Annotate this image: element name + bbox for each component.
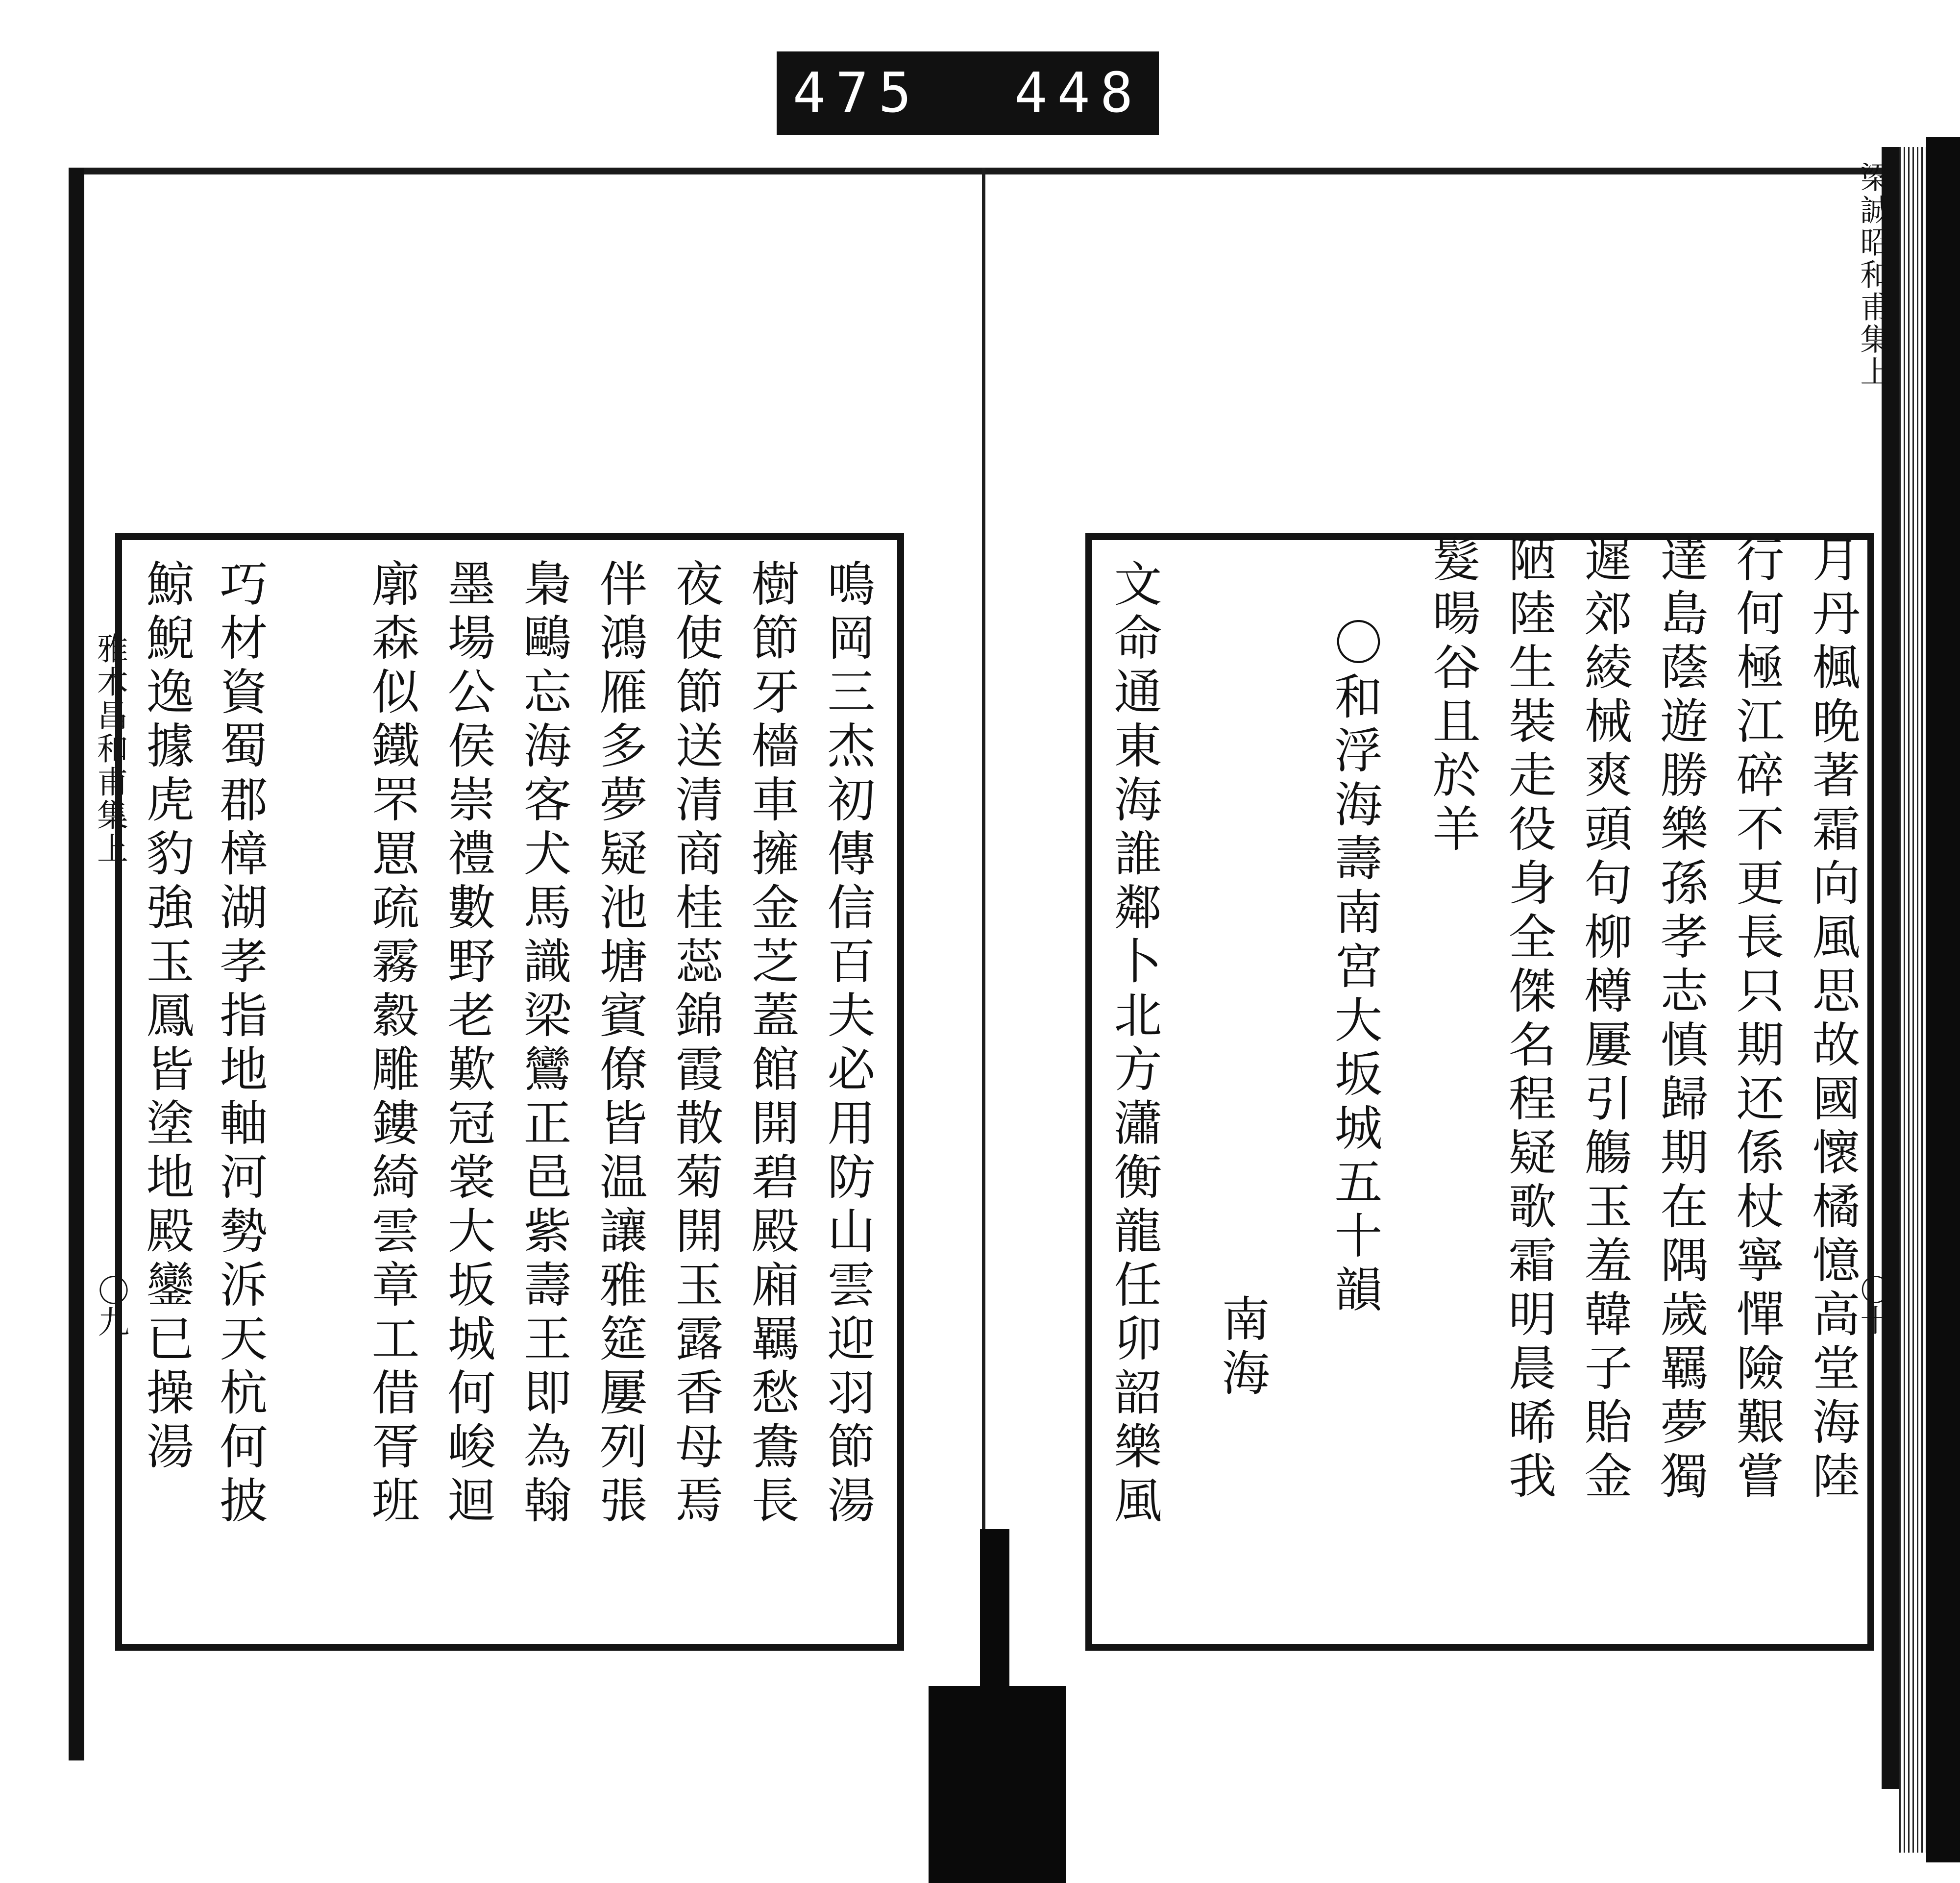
left-column-1: 鳴岡三杰初傳信百夫必用防山雲迎羽節湯 (819, 559, 875, 1529)
page-edge-stack (1899, 147, 1926, 1853)
right-column-5: 陋陸生裝走役身全傑名程疑歌霜明晨晞我 (1500, 534, 1556, 1505)
poem-author: 南海 (1214, 1294, 1270, 1402)
archive-number-left: 475 (792, 61, 921, 125)
archive-page-label (777, 51, 1159, 135)
poem-title: 〇和浮海壽南宮大坂城五十韻 (1326, 618, 1382, 1318)
left-page-outer-border (69, 168, 84, 1760)
right-margin-page-number: 〇十 (1855, 1274, 1891, 1335)
left-margin-page-number: 〇九 (93, 1274, 129, 1337)
book-top-edge (69, 168, 1882, 174)
left-column-3: 夜使節送清商桂蕊錦霞散菊開玉露香母焉 (667, 559, 723, 1529)
right-margin-title: 梁誠昭和甫集上 (1855, 162, 1891, 388)
right-column-2: 行何極江碎不更長只期还係杖寧憚險艱嘗 (1728, 534, 1784, 1505)
left-column-4: 伴鴻雁多夢疑池塘賓僚皆温讓雅筵屢列張 (591, 559, 647, 1529)
right-column-6: 髮暘谷且於羊 (1424, 534, 1480, 858)
book-spine-clip (980, 1529, 1009, 1686)
left-column-6: 墨場公侯崇禮數野老歎冠裳大坂城何峻迴 (440, 559, 495, 1529)
left-column-8: 巧材資蜀郡樟湖孝指地軸河勢泝天杭何披 (212, 559, 268, 1529)
book-edge-shadow (1926, 137, 1960, 1862)
right-column-3: 達島蔭遊勝樂孫孝志慎歸期在隅歲羈夢獨 (1652, 534, 1708, 1505)
archive-number-right: 448 (1014, 61, 1143, 125)
right-column-4: 遲郊綾械爽頭句柳樽屢引觴玉羞韓子貽金 (1576, 534, 1632, 1505)
right-column-1: 月丹楓晚著霜向風思故國懷橘憶高堂海陸 (1804, 534, 1860, 1505)
left-column-5: 梟鷗忘海客犬馬識梁鸞正邑紫壽王即為翰 (515, 559, 571, 1529)
left-margin-title: 雅木昌和甫集上 (92, 632, 128, 866)
left-column-2: 樹節牙檣車擁金芝蓋館開碧殿廂羈愁鴦長 (743, 559, 799, 1529)
left-column-7: 廓森似鐵罘罳疏霧縠雕鏤綺雲章工借胥班 (364, 559, 419, 1529)
book-spine-line (982, 168, 985, 1721)
left-column-9: 鯨鯢逸據虎豹強玉鳳皆塗地殿鑾已操湯 (138, 559, 194, 1475)
right-page-outer-border (1882, 147, 1899, 1789)
right-column-last: 文命通東海誰鄰卜北方瀟衡龍任卯韶樂風 (1106, 559, 1162, 1529)
book-spine-binding (929, 1686, 1066, 1883)
